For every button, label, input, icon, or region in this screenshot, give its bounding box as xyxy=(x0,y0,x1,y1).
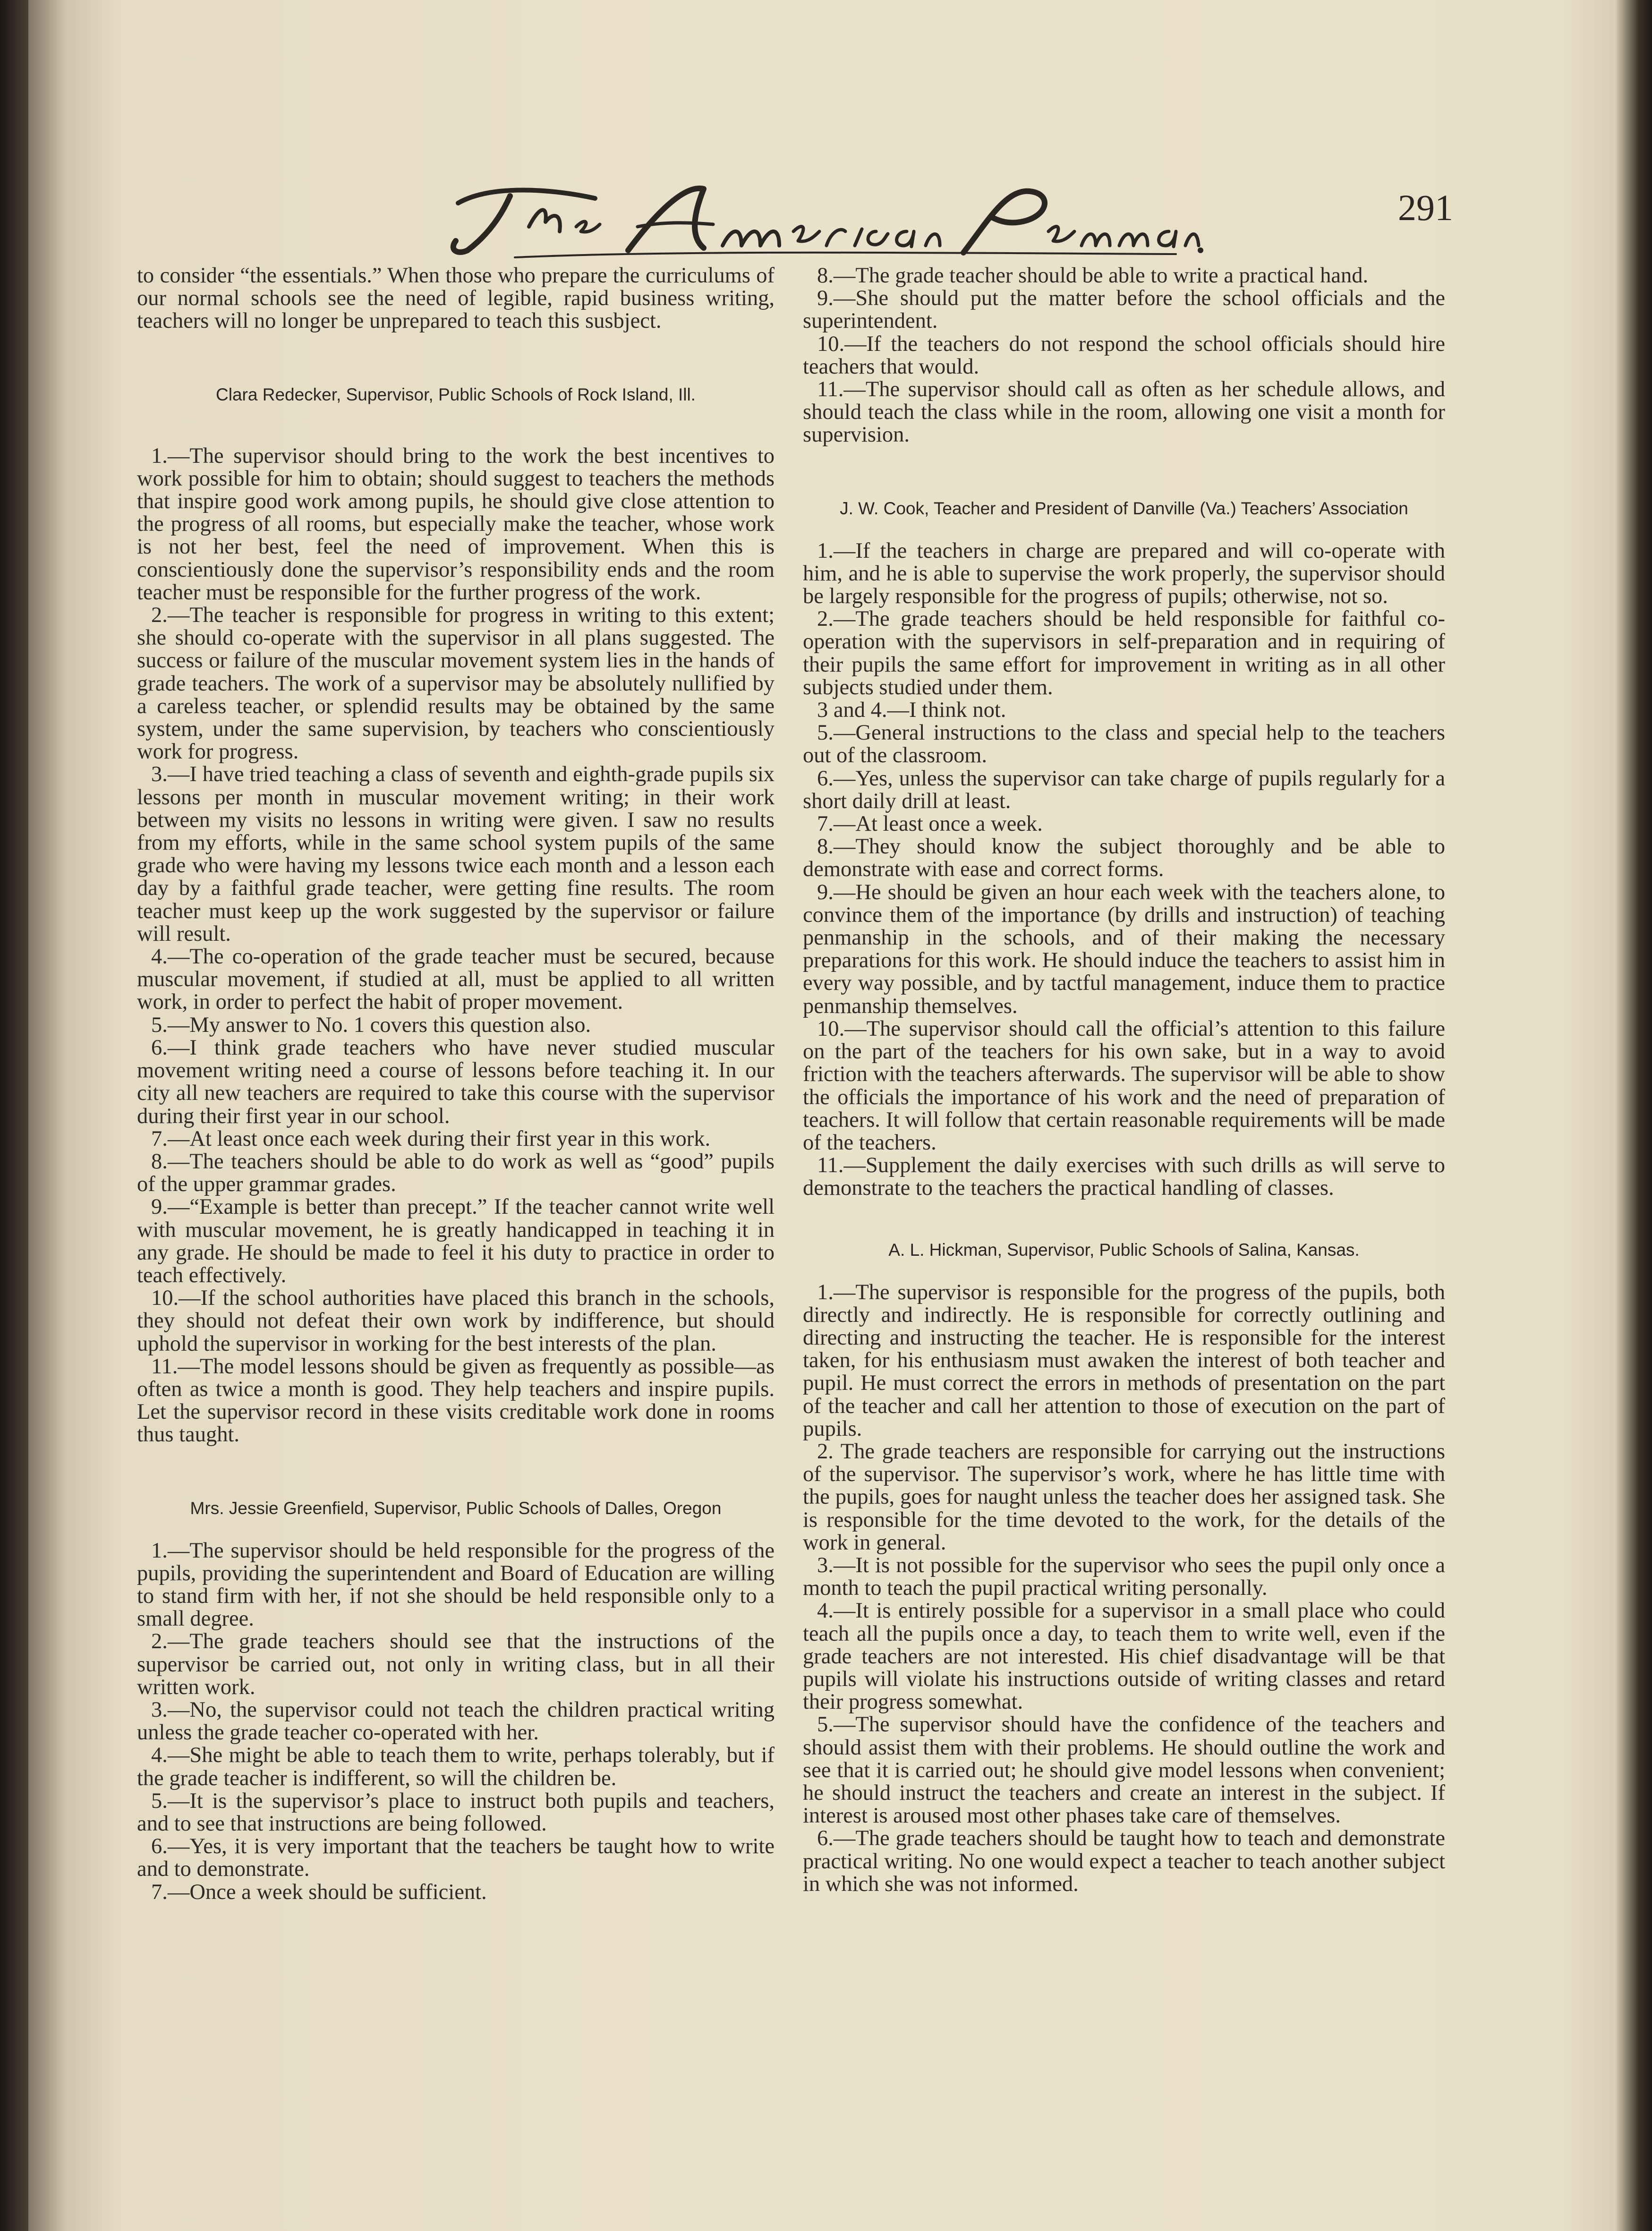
paragraph: 1.—The supervisor is responsible for the progress of the pupils, both directly and indirectly. He is responsible for correctly outlining and directing and instructing the teacher. He is responsible for the interest taken, for his enthusiasm must awaken the interest of both teacher and pupil. He must correct the errors in methods of presentation on the part of the teacher and call her attention to those of execution on the part of pupils. xyxy=(803,1280,1445,1441)
paragraph: 2.—The grade teachers should be held responsible for faithful co-operation with the supervisors in self-preparation and in requiring of their pupils the same effort for improvement in writing as in all other subjects studied under them. xyxy=(803,607,1445,699)
paragraph: 2.—The grade teachers should see that the instructions of the supervisor be carried out, not only in writing class, but in all their written work. xyxy=(137,1629,775,1699)
masthead-logo xyxy=(439,170,1204,264)
section-heading-cook: J. W. Cook, Teacher and President of Danville (Va.) Teachers’ Association xyxy=(840,498,1408,518)
paragraph: 5.—It is the supervisor’s place to instruct both pupils and teachers, and to see that instructions are being followed. xyxy=(137,1788,775,1836)
paragraph: 7.—Once a week should be sufficient. xyxy=(151,1880,487,1904)
paragraph: 1.—The supervisor should bring to the work the best incentives to work possible for him to obtain; should suggest to teachers the methods that inspire good work among pupils, he should give close attention to the progress of all rooms, but especially make the teacher, whose work is not her best, feel the need of improvement. When this is conscientiously done the supervisor’s responsibility ends and the room teacher must be responsible for the further progress of the work. xyxy=(137,443,775,605)
paragraph: 2.—The teacher is responsible for progress in writing to this extent; she should co-operate with the supervisor in all plans suggested. The success or failure of the muscular movement system lies in the hands of grade teachers. The work of a supervisor may be absolutely nullified by a careless teacher, or splendid results may be obtained by the same system, under the same supervision, by teachers who conscientiously work for progress. xyxy=(137,603,775,764)
paragraph: 11.—The supervisor should call as often as her schedule allows, and should teach the class while in the room, allowing one visit a month for supervision. xyxy=(803,377,1445,447)
paragraph: 1.—The supervisor should be held responsible for the progress of the pupils, providing the superintendent and Board of Education are willing to stand firm with her, if not she should be held responsible only to a small degree. xyxy=(137,1538,775,1631)
right-column xyxy=(803,264,1445,1896)
section-heading-hickman: A. L. Hickman, Supervisor, Public Schools of Salina, Kansas. xyxy=(888,1240,1360,1260)
paragraph: 2. The grade teachers are responsible for carrying out the instructions of the supervisor. The supervisor’s work, where he has little time with the pupils, goes for naught unless the teacher does her assigned task. She is responsible for the time devoted to the work, for the details of the work in general. xyxy=(803,1439,1445,1555)
paragraph: 3 and 4.—I think not. xyxy=(817,698,1006,723)
paragraph: 6.—The grade teachers should be taught how to teach and demonstrate practical writing. No one would expect a teacher to teach another subject in which she was not informed. xyxy=(803,1826,1445,1896)
paragraph: 9.—He should be given an hour each week with the teachers alone, to convince them of the importance (by drills and instruction) of teaching penmanship in the schools, and of their making the necessary preparations for this work. He should induce the teachers to assist him in every way possible, and by tactful management, induce them to practice penmanship themselves. xyxy=(803,880,1445,1018)
paragraph: 10.—The supervisor should call the official’s attention to this failure on the part of the teachers for his own sake, but in a way to avoid friction with the teachers afterwards. The supervisor will be able to show the officials the importance of his work and the need of preparation of teachers. It will follow that certain reasonable requirements will be made of the teachers. xyxy=(803,1016,1445,1155)
page-number: 291 xyxy=(1398,187,1453,228)
left-column xyxy=(137,264,775,1904)
paragraph: 6.—I think grade teachers who have never studied muscular movement writing need a course of lessons before teaching it. In our city all new teachers are required to take this course with the supervisor during their first year in our school. xyxy=(137,1035,775,1128)
paragraph: 8.—They should know the subject thoroughly and be able to demonstrate with ease and correct forms. xyxy=(803,834,1445,882)
paragraph: 3.—It is not possible for the supervisor who sees the pupil only once a month to teach the pupil practical writing personally. xyxy=(803,1553,1445,1601)
paragraph: 1.—If the teachers in charge are prepared and will co-operate with him, and he is able to supervise the work properly, the supervisor should be largely responsible for the progress of pupils; otherwise, not so. xyxy=(803,538,1445,609)
paragraph: 9.—“Example is better than precept.” If the teacher cannot write well with muscular movement, he is greatly handicapped in teaching it in any grade. He should be made to feel it his duty to practice in order to teach effectively. xyxy=(137,1195,775,1287)
paragraph: 7.—At least once a week. xyxy=(817,812,1043,836)
paragraph: 3.—No, the supervisor could not teach the children practical writing unless the grade teacher co-operated with her. xyxy=(137,1697,775,1745)
paragraph: 8.—The teachers should be able to do work as well as “good” pupils of the upper grammar grades. xyxy=(137,1149,775,1197)
paragraph: 4.—It is entirely possible for a supervisor in a small place who could teach all the pupils once a day, to teach them to write well, even if the grade teachers are not interested. His chief disadvantage will be that pupils will violate his instructions outside of writing classes and retard their progress somewhat. xyxy=(803,1599,1445,1714)
paragraph: 7.—At least once each week during their first year in this work. xyxy=(151,1126,711,1151)
paragraph: 4.—She might be able to teach them to write, perhaps tolerably, but if the grade teacher is indifferent, so will the children be. xyxy=(137,1743,775,1790)
paragraph: 6.—Yes, it is very important that the teachers be taught how to write and to demonstrate. xyxy=(137,1834,775,1882)
paragraph: 3.—I have tried teaching a class of seventh and eighth-grade pupils six lessons per month in muscular movement writing; in their work between my visits no lessons in writing were given. I saw no results from my efforts, while in the same school system pupils of the same grade who were having my lessons twice each month and a lesson each day by a faithful grade teacher, were getting fine results. The room teacher must keep up the work suggested by the supervisor or failure will result. xyxy=(137,762,775,946)
paragraph: 10.—If the teachers do not respond the school officials should hire teachers that would. xyxy=(803,332,1445,379)
paragraph: 9.—She should put the matter before the school officials and the superintendent. xyxy=(803,286,1445,333)
paragraph: 5.—The supervisor should have the confidence of the teachers and should assist them with their problems. He should outline the work and see that it is carried out; he should give model lessons when convenient; he should instruct the teachers and create an interest in the subject. If interest is aroused most other phases take care of themselves. xyxy=(803,1712,1445,1828)
section-heading-redecker: Clara Redecker, Supervisor, Public Schools of Rock Island, Ill. xyxy=(216,384,696,404)
paragraph: 11.—Supplement the daily exercises with such drills as will serve to demonstrate to the teachers the practical handling of classes. xyxy=(803,1153,1445,1201)
binding-shadow xyxy=(0,0,28,2231)
paragraph: 11.—The model lessons should be given as frequently as possible—as often as twice a month is good. They help teachers and inspire pupils. Let the supervisor record in these visits creditable work done in rooms thus taught. xyxy=(137,1354,775,1447)
paragraph: 5.—General instructions to the class and special help to the teachers out of the classroom. xyxy=(803,721,1445,768)
paragraph: 10.—If the school authorities have placed this branch in the schools, they should not defeat their own work by indifference, but should uphold the supervisor in working for the best interests of the plan. xyxy=(137,1286,775,1356)
paragraph: 5.—My answer to No. 1 covers this question also. xyxy=(151,1013,591,1037)
paragraph: 8.—The grade teacher should be able to write a practical hand. xyxy=(817,264,1369,288)
intro-paragraph: to consider “the essentials.” When those who prepare the curriculums of our normal schools see the need of legible, rapid business writing, teachers will no longer be unprepared to teach this susbject. xyxy=(137,264,775,333)
section-heading-greenfield: Mrs. Jessie Greenfield, Supervisor, Public Schools of Dalles, Oregon xyxy=(190,1498,722,1518)
paragraph: 4.—The co-operation of the grade teacher must be secured, because muscular movement, if studied at all, must be applied to all written work, in order to perfect the habit of proper movement. xyxy=(137,945,775,1014)
paragraph: 6.—Yes, unless the supervisor can take charge of pupils regularly for a short daily drill at least. xyxy=(803,766,1445,813)
